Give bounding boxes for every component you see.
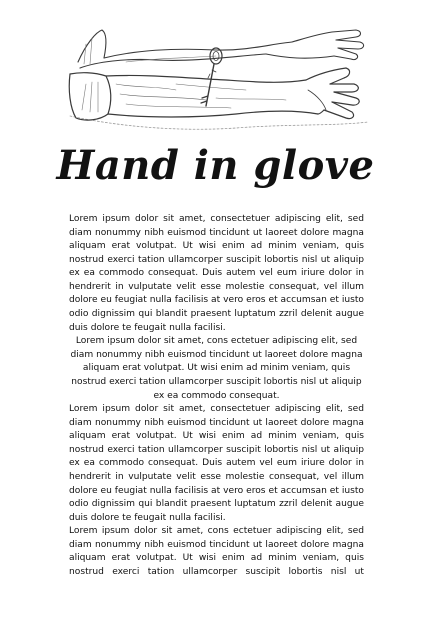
gloves-with-key-illustration — [56, 14, 376, 142]
paragraph: Lorem ipsum dolor sit amet, consectetuer adipiscing elit, sed diam nonummy nibh euismod tincidunt ut laoreet dolore magna aliquam erat volutpat. Ut wisi enim ad minim veniam, quis nostrud exerci tation ullamcorper suscipit lobortis nisl ut aliquip ex ea commodo consequat. Duis autem vel eum iriure dolor in hendrerit in vulputate velit esse molestie consequat, vel illum dolore eu feugiat nulla facilisis at vero eros et accumsan et iusto odio dignissim qui blandit praesent luptatum zzril delenit augue duis dolore te feugait nulla facilisi. — [69, 404, 364, 523]
paragraph: Lorem ipsum dolor sit amet, cons ectetuer adipiscing elit, sed diam nonummy nibh euismod tincidunt ut laoreet dolore magna aliquam erat volutpat. Ut wisi enim ad minim veniam, quis nostrud exerci tation ullamcorper suscipit lobortis nisl ut aliquip ex ea commodo consequat. — [70, 336, 363, 401]
body-text — [69, 213, 364, 580]
paragraph: Lorem ipsum dolor sit amet, cons ectetuer adipiscing elit, sed diam nonummy nibh euismod tincidunt ut laoreet dolore magna aliquam erat volutpat. Ut wisi enim ad minim veniam, quis nostrud exerci tation ullamcorper suscipit lobortis nisl ut — [69, 526, 364, 578]
page-title: Hand in glove — [56, 142, 375, 189]
paragraph: Lorem ipsum dolor sit amet, consectetuer adipiscing elit, sed diam nonummy nibh euismod tincidunt ut laoreet dolore magna aliquam erat volutpat. Ut wisi enim ad minim veniam, quis nostrud exerci tation ullamcorper suscipit lobortis nisl ut aliquip ex ea commodo consequat. Duis autem vel eum iriure dolor in hendrerit in vulputate velit esse molestie consequat, vel illum dolore eu feugiat nulla facilisis at vero eros et accumsan et iusto odio dignissim qui blandit praesent luptatum zzril delenit augue duis dolore te feugait nulla facilisi. — [69, 214, 364, 333]
